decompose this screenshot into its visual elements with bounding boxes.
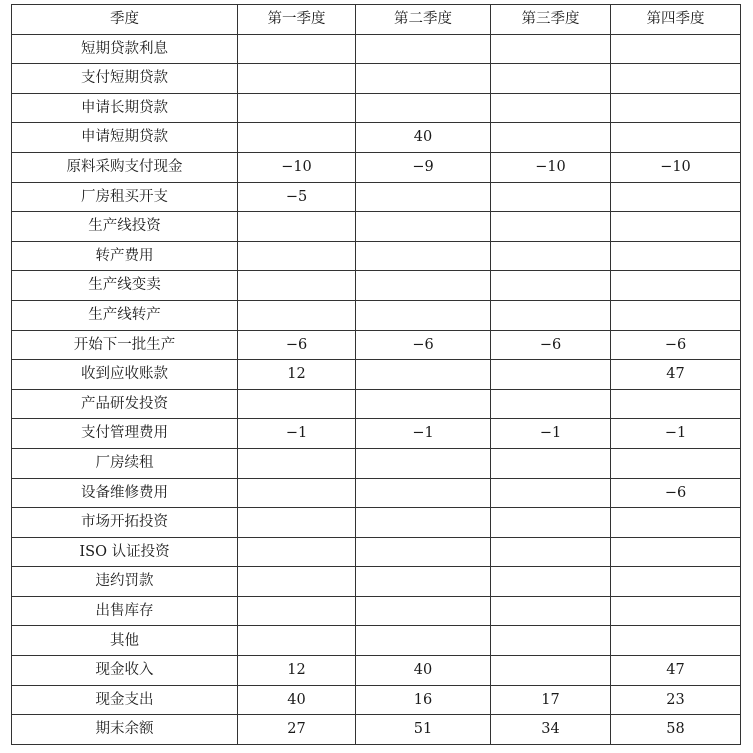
cell-q1: 40 <box>238 685 356 715</box>
row-label: 支付管理费用 <box>12 419 238 449</box>
table-row <box>12 656 741 686</box>
cell-q1 <box>238 508 356 538</box>
cell-q3: −10 <box>491 152 611 182</box>
cell-q3 <box>491 123 611 153</box>
cell-q4: −1 <box>611 419 741 449</box>
table-row <box>12 330 741 360</box>
cell-q4 <box>611 626 741 656</box>
row-label: 开始下一批生产 <box>12 330 238 360</box>
table-row <box>12 419 741 449</box>
header-cell-item: 季度 <box>12 5 238 35</box>
cell-q3 <box>491 182 611 212</box>
table-row <box>12 567 741 597</box>
cell-q1 <box>238 34 356 64</box>
cell-q3: −6 <box>491 330 611 360</box>
cell-q3 <box>491 271 611 301</box>
row-label: 现金收入 <box>12 656 238 686</box>
row-label: 设备维修费用 <box>12 478 238 508</box>
row-label: 市场开拓投资 <box>12 508 238 538</box>
cell-q1 <box>238 93 356 123</box>
cell-q1 <box>238 389 356 419</box>
row-label: 违约罚款 <box>12 567 238 597</box>
cell-q4 <box>611 212 741 242</box>
cell-q1: −10 <box>238 152 356 182</box>
cell-q4 <box>611 123 741 153</box>
cell-q4 <box>611 567 741 597</box>
row-label: 其他 <box>12 626 238 656</box>
cell-q2: −1 <box>356 419 491 449</box>
cell-q4 <box>611 34 741 64</box>
cell-q1 <box>238 478 356 508</box>
cell-q4 <box>611 537 741 567</box>
row-label: 生产线投资 <box>12 212 238 242</box>
cell-q1 <box>238 64 356 94</box>
cell-q2 <box>356 360 491 390</box>
cell-q1 <box>238 212 356 242</box>
row-label: 出售库存 <box>12 596 238 626</box>
cell-q3 <box>491 478 611 508</box>
row-label: ISO 认证投资 <box>12 537 238 567</box>
cell-q3 <box>491 212 611 242</box>
cell-q4 <box>611 300 741 330</box>
table-row <box>12 271 741 301</box>
cell-q1: −5 <box>238 182 356 212</box>
table-row <box>12 212 741 242</box>
cell-q3 <box>491 448 611 478</box>
cell-q2 <box>356 478 491 508</box>
table-row <box>12 123 741 153</box>
cell-q4: −6 <box>611 478 741 508</box>
row-label: 申请短期贷款 <box>12 123 238 153</box>
cell-q3 <box>491 656 611 686</box>
cell-q2 <box>356 241 491 271</box>
table-row <box>12 596 741 626</box>
row-label: 厂房续租 <box>12 448 238 478</box>
cell-q1 <box>238 626 356 656</box>
cell-q4: −6 <box>611 330 741 360</box>
cell-q3 <box>491 360 611 390</box>
cell-q2 <box>356 300 491 330</box>
table-row <box>12 64 741 94</box>
header-cell-q4: 第四季度 <box>611 5 741 35</box>
table-row <box>12 93 741 123</box>
cell-q1 <box>238 300 356 330</box>
cell-q4 <box>611 389 741 419</box>
cell-q2 <box>356 93 491 123</box>
cell-q2: 16 <box>356 685 491 715</box>
table-row <box>12 241 741 271</box>
table-row <box>12 537 741 567</box>
cell-q2 <box>356 537 491 567</box>
cell-q3 <box>491 567 611 597</box>
quarterly-cash-table <box>11 4 741 745</box>
cell-q3 <box>491 93 611 123</box>
cell-q1: −1 <box>238 419 356 449</box>
cell-q1 <box>238 241 356 271</box>
cell-q1 <box>238 537 356 567</box>
cell-q3 <box>491 596 611 626</box>
table-row <box>12 300 741 330</box>
row-label: 原料采购支付现金 <box>12 152 238 182</box>
header-cell-q2: 第二季度 <box>356 5 491 35</box>
cell-q2 <box>356 389 491 419</box>
cell-q2: −6 <box>356 330 491 360</box>
cell-q3: 34 <box>491 715 611 745</box>
cell-q4: 58 <box>611 715 741 745</box>
cell-q2 <box>356 508 491 538</box>
cell-q4: 47 <box>611 360 741 390</box>
cell-q2 <box>356 64 491 94</box>
cell-q4 <box>611 271 741 301</box>
cell-q3 <box>491 537 611 567</box>
cell-q2 <box>356 271 491 301</box>
cell-q1 <box>238 596 356 626</box>
row-label: 厂房租买开支 <box>12 182 238 212</box>
cell-q3 <box>491 508 611 538</box>
cell-q1: 12 <box>238 360 356 390</box>
cell-q3 <box>491 241 611 271</box>
table-row <box>12 508 741 538</box>
header-cell-q3: 第三季度 <box>491 5 611 35</box>
cell-q1 <box>238 448 356 478</box>
cell-q3: 17 <box>491 685 611 715</box>
cell-q4 <box>611 64 741 94</box>
row-label: 产品研发投资 <box>12 389 238 419</box>
table-row <box>12 389 741 419</box>
cell-q4 <box>611 93 741 123</box>
table-row <box>12 626 741 656</box>
cell-q4 <box>611 508 741 538</box>
table-row <box>12 34 741 64</box>
cell-q2 <box>356 626 491 656</box>
quarterly-cash-table-container <box>11 4 740 745</box>
table-body <box>12 34 741 744</box>
cell-q2 <box>356 596 491 626</box>
cell-q2 <box>356 212 491 242</box>
row-label: 转产费用 <box>12 241 238 271</box>
row-label: 现金支出 <box>12 685 238 715</box>
cell-q1: 27 <box>238 715 356 745</box>
table-row <box>12 360 741 390</box>
row-label: 支付短期贷款 <box>12 64 238 94</box>
cell-q2: 40 <box>356 656 491 686</box>
cell-q4 <box>611 596 741 626</box>
cell-q2: 40 <box>356 123 491 153</box>
cell-q4: −10 <box>611 152 741 182</box>
cell-q2 <box>356 567 491 597</box>
table-row <box>12 152 741 182</box>
cell-q3 <box>491 64 611 94</box>
cell-q2 <box>356 34 491 64</box>
cell-q2 <box>356 448 491 478</box>
cell-q4 <box>611 448 741 478</box>
cell-q1: 12 <box>238 656 356 686</box>
table-row <box>12 715 741 745</box>
cell-q3 <box>491 34 611 64</box>
row-label: 短期贷款利息 <box>12 34 238 64</box>
cell-q2: −9 <box>356 152 491 182</box>
cell-q3 <box>491 389 611 419</box>
cell-q4: 23 <box>611 685 741 715</box>
row-label: 收到应收账款 <box>12 360 238 390</box>
cell-q4 <box>611 241 741 271</box>
table-row <box>12 448 741 478</box>
header-cell-q1: 第一季度 <box>238 5 356 35</box>
cell-q2 <box>356 182 491 212</box>
cell-q3 <box>491 626 611 656</box>
row-label: 生产线变卖 <box>12 271 238 301</box>
cell-q1 <box>238 271 356 301</box>
table-row <box>12 182 741 212</box>
cell-q2: 51 <box>356 715 491 745</box>
cell-q1 <box>238 567 356 597</box>
row-label: 期末余额 <box>12 715 238 745</box>
row-label: 生产线转产 <box>12 300 238 330</box>
table-header-row <box>12 5 741 35</box>
cell-q3: −1 <box>491 419 611 449</box>
cell-q1: −6 <box>238 330 356 360</box>
table-row <box>12 478 741 508</box>
row-label: 申请长期贷款 <box>12 93 238 123</box>
cell-q1 <box>238 123 356 153</box>
cell-q3 <box>491 300 611 330</box>
cell-q4 <box>611 182 741 212</box>
cell-q4: 47 <box>611 656 741 686</box>
table-row <box>12 685 741 715</box>
